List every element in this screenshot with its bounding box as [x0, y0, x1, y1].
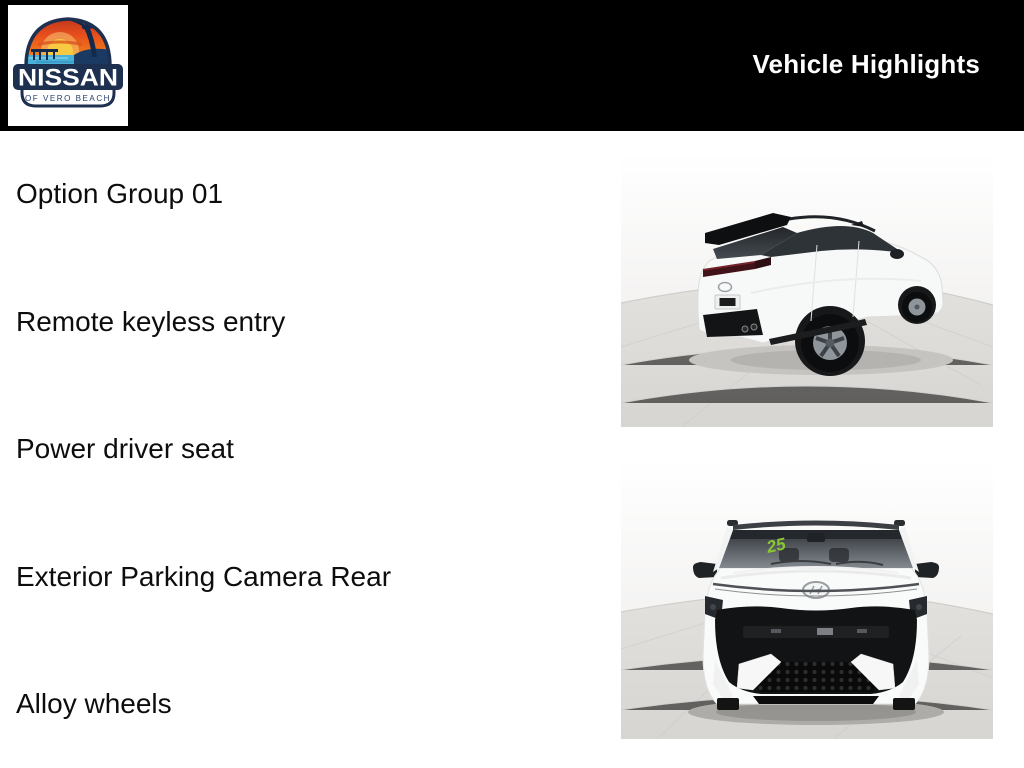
dealer-logo-subtitle-text: OF VERO BEACH — [25, 94, 112, 103]
page-title: Vehicle Highlights — [752, 49, 980, 79]
suv-front-illustration — [688, 520, 944, 725]
dealer-logo — [8, 5, 128, 126]
feature-label: Alloy wheels — [16, 687, 172, 719]
dealer-logo-brand-text: NISSAN — [18, 64, 118, 92]
vehicle-photo-front — [621, 460, 993, 739]
windshield-model-year-tag: 25 — [764, 534, 788, 557]
vehicle-photo-rear — [621, 153, 993, 427]
dealer-logo-badge-icon — [8, 5, 128, 126]
feature-label: Power driver seat — [16, 433, 234, 465]
header — [0, 0, 1024, 131]
feature-item-option-group — [0, 131, 600, 258]
feature-label: Exterior Parking Camera Rear — [16, 560, 392, 592]
feature-label: Remote keyless entry — [16, 305, 286, 337]
feature-item-alloy-wheels — [0, 641, 600, 768]
feature-item-keyless-entry — [0, 258, 600, 385]
feature-label: Option Group 01 — [16, 178, 224, 210]
feature-item-power-seat — [0, 386, 600, 513]
feature-item-rear-camera — [0, 513, 600, 640]
feature-list — [0, 131, 600, 768]
